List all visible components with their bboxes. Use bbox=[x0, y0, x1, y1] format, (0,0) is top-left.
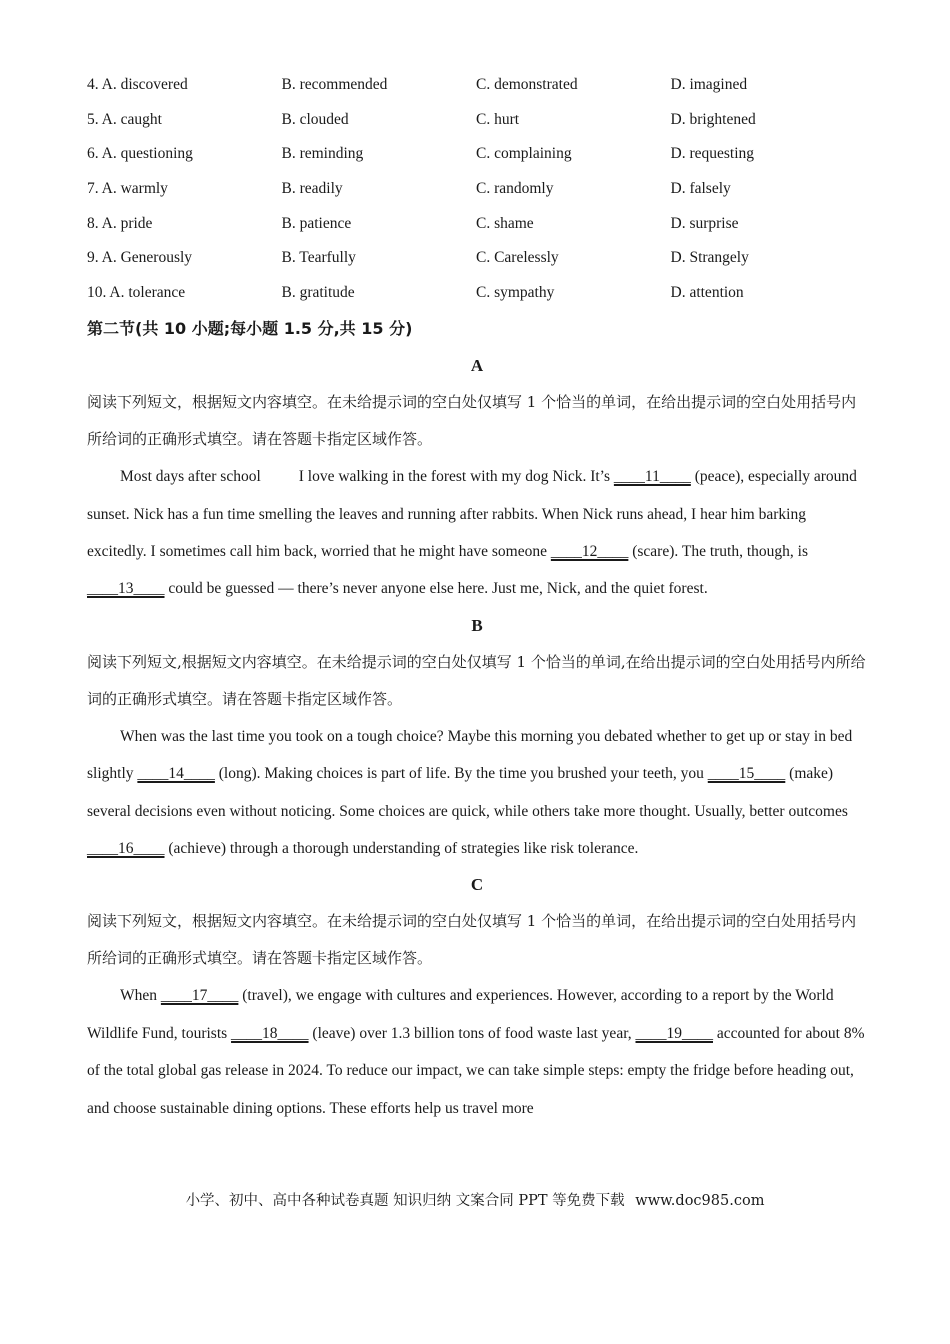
option-item: 10. A. tolerance bbox=[87, 283, 186, 301]
option-row-5 bbox=[87, 103, 867, 138]
option-item: B. recommended bbox=[281, 76, 388, 94]
option-item: D. requesting bbox=[670, 145, 755, 163]
blank-17[interactable]: ____17____ bbox=[160, 987, 239, 1005]
passage-text: (scare). The truth, though, is bbox=[628, 542, 809, 560]
passage-text: (make) several decisions even without noticing. Some choices are quick, while others take more thought. Usually, better outcomes bbox=[87, 765, 848, 820]
option-item: B. reminding bbox=[281, 145, 364, 163]
option-row-8 bbox=[87, 206, 867, 241]
option-item: C. randomly bbox=[476, 180, 554, 198]
passage-text: could be guessed — there’s never anyone else here. Just me, Nick, and the quiet forest. bbox=[164, 580, 708, 598]
passage-text: When was the last time you took on a tough choice? Maybe this morning you debated whether to get up or stay in bed slightly bbox=[87, 727, 853, 783]
passage-text: I love walking in the forest with my dog Nick. It’s bbox=[298, 468, 611, 486]
part-b-passage bbox=[87, 718, 867, 868]
option-item: 7. A. warmly bbox=[87, 180, 168, 198]
option-item: B. Tearfully bbox=[281, 249, 356, 267]
option-item: C. sympathy bbox=[476, 283, 555, 301]
option-item: B. gratitude bbox=[281, 283, 355, 301]
blank-14[interactable]: ____14____ bbox=[137, 765, 215, 783]
option-item: B. patience bbox=[281, 214, 352, 232]
option-row-6 bbox=[87, 137, 867, 172]
part-c-label: C bbox=[470, 875, 484, 895]
passage-text: Most days after school bbox=[120, 468, 261, 486]
passage-text: (travel), we engage with cultures and experiences. However, according to a report by the World Wildlife Fund, tourists bbox=[87, 987, 834, 1042]
options-table bbox=[87, 68, 867, 310]
option-item: C. Carelessly bbox=[476, 249, 559, 267]
option-item: D. surprise bbox=[670, 214, 739, 232]
option-item: 6. A. questioning bbox=[87, 145, 193, 163]
blank-19[interactable]: ____19____ bbox=[635, 1024, 713, 1042]
option-item: 5. A. caught bbox=[87, 110, 162, 128]
option-item: 4. A. discovered bbox=[87, 76, 188, 94]
passage-text: When bbox=[120, 987, 161, 1005]
part-c-passage bbox=[87, 977, 867, 1127]
passage-text: (peace), especially around sunset. Nick has a fun time smelling the leaves and running after rabbits. When Nick runs ahead, I hear him barking excitedly. I sometimes call him back, worried that he might have someone bbox=[87, 468, 857, 560]
option-row-9 bbox=[87, 241, 867, 276]
part-b-instruction: 阅读下列短文,根据短文内容填空。在未给提示词的空白处仅填写 1 个恰当的单词,在给出提示词的空白处用括号内所给词的正确形式填空。请在答题卡指定区域作答。 bbox=[87, 652, 866, 708]
option-item: 9. A. Generously bbox=[87, 249, 193, 267]
option-item: D. Strangely bbox=[670, 249, 749, 267]
option-item: C. hurt bbox=[476, 110, 520, 128]
passage-text: accounted for about 8% of the total global gas release in 2024. To reduce our impact, we can take simple steps: empty the fridge before heading out, and choose sustainable dining options. These efforts help us travel more bbox=[87, 1024, 865, 1117]
passage-text: (achieve) through a thorough understanding of strategies like risk tolerance. bbox=[164, 840, 639, 857]
page-footer bbox=[0, 1189, 950, 1210]
blank-18[interactable]: ____18____ bbox=[231, 1024, 309, 1042]
option-item: D. falsely bbox=[670, 180, 731, 198]
blank-15[interactable]: ____15____ bbox=[707, 765, 786, 783]
blank-13[interactable]: ____13____ bbox=[87, 580, 165, 598]
blank-12[interactable]: ____12____ bbox=[550, 542, 629, 560]
footer-text: 小学、初中、高中各种试卷真题 知识归纳 文案合同 PPT 等免费下载 bbox=[185, 1193, 625, 1209]
part-c-instruction: 阅读下列短文，根据短文内容填空。在未给提示词的空白处仅填写 1 个恰当的单词，在给出提示词的空白处用括号内所给词的正确形式填空。请在答题卡指定区域作答。 bbox=[87, 912, 857, 968]
option-item: C. demonstrated bbox=[476, 76, 578, 94]
option-item: C. shame bbox=[476, 214, 534, 232]
section-title: 第二节(共 10 小题;每小题 1.5 分,共 15 分) bbox=[87, 319, 413, 339]
document-page bbox=[87, 68, 867, 1127]
part-a-passage bbox=[87, 458, 867, 608]
passage-text: (long). Making choices is part of life. By the time you brushed your teeth, you bbox=[214, 765, 708, 783]
passage-text: (leave) over 1.3 billion tons of food waste last year, bbox=[308, 1024, 636, 1042]
option-row-10 bbox=[87, 276, 867, 311]
blank-16[interactable]: ____16____ bbox=[87, 840, 165, 857]
option-item: B. readily bbox=[281, 180, 343, 198]
option-row-4 bbox=[87, 68, 867, 103]
option-item: D. imagined bbox=[670, 76, 748, 94]
option-item: C. complaining bbox=[476, 145, 572, 163]
footer-url[interactable]: www.doc985.com bbox=[635, 1193, 765, 1209]
part-a-label: A bbox=[470, 356, 484, 376]
option-row-7 bbox=[87, 172, 867, 207]
part-a-instruction: 阅读下列短文，根据短文内容填空。在未给提示词的空白处仅填写 1 个恰当的单词，在给出提示词的空白处用括号内所给词的正确形式填空。请在答题卡指定区域作答。 bbox=[87, 393, 857, 449]
part-b-label: B bbox=[471, 615, 483, 635]
option-item: D. attention bbox=[670, 283, 744, 301]
option-item: 8. A. pride bbox=[87, 214, 153, 232]
option-item: D. brightened bbox=[670, 110, 756, 128]
blank-11[interactable]: ____11____ bbox=[613, 468, 691, 486]
option-item: B. clouded bbox=[281, 110, 349, 128]
